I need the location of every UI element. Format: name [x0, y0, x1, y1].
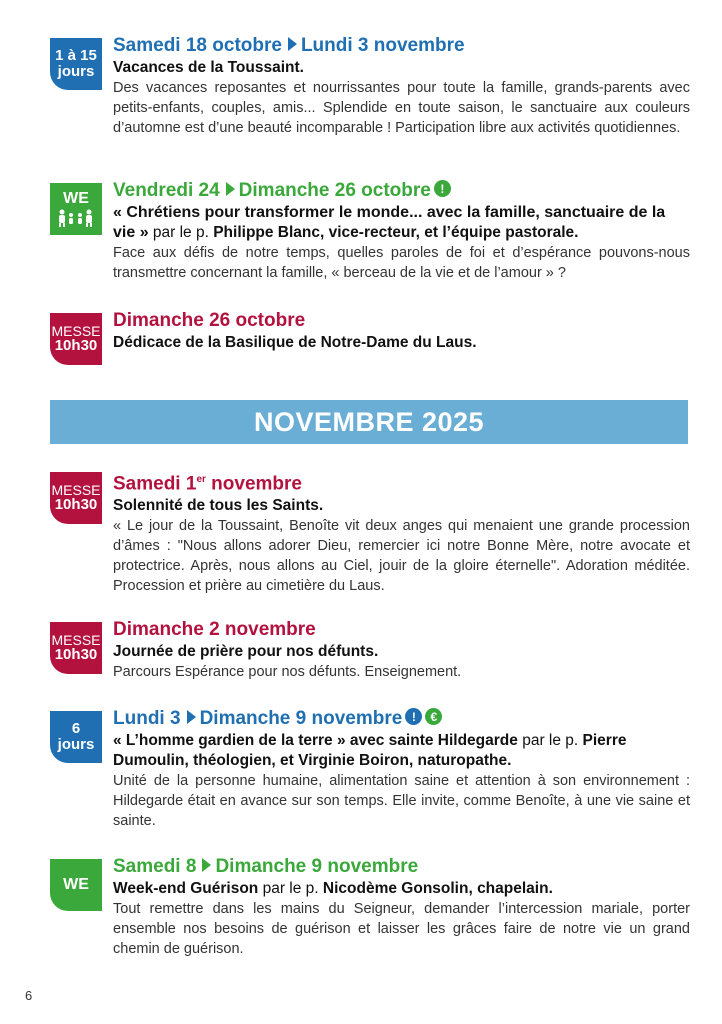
event-description: « Le jour de la Toussaint, Benoîte vit deux anges qui menaient une grande procession d’âmes : "Nous allons adorer Dieu, remercier ici notre Bonne Mère, notre avocate et protectrice. Après, nous allons au Ciel, jouir de la gloire éternelle". Adoration méditée. Procession et prière au cimetière du Laus. — [113, 518, 690, 595]
badge-line1: MESSE — [51, 631, 101, 648]
by-prefix: par le p. — [152, 224, 214, 241]
event-date — [113, 179, 690, 203]
mass-badge — [50, 313, 102, 365]
month-banner: NOVEMBRE 2025 — [50, 400, 688, 444]
title-text: « Chrétiens pour transformer le monde... avec la famille, sanctuaire de la vie » — [113, 204, 666, 241]
badge-line1: MESSE — [51, 481, 101, 498]
euro-icon: € — [425, 708, 442, 725]
warning-icon: ! — [405, 708, 422, 725]
event-title: Vacances de la Toussaint. — [113, 59, 304, 76]
date-to: Dimanche 9 novembre — [215, 856, 419, 877]
by-names: Philippe Blanc, vice-recteur, et l’équipe pastorale. — [213, 224, 579, 241]
badge-line1: WE — [63, 875, 89, 893]
badge-line1: WE — [63, 189, 89, 207]
event-title — [113, 731, 690, 771]
event-description: Unité de la personne humaine, alimentation saine et attention à son environnement : Hildegarde était en avance sur son temps. Elle invite, comme Benoîte, à une vie saine et sainte. — [113, 773, 690, 829]
badge-line2: jours — [57, 63, 95, 80]
arrow-right-icon — [202, 858, 211, 872]
event-date — [113, 707, 690, 731]
mass-badge — [50, 472, 102, 524]
badge-line1: MESSE — [51, 322, 101, 339]
event-date — [113, 34, 690, 58]
by-names: Nicodème Gonsolin, chapelain. — [322, 880, 553, 897]
weekend-badge — [50, 183, 102, 235]
date-main: Samedi 1 — [113, 473, 197, 495]
event-title: Solennité de tous les Saints. — [113, 497, 324, 515]
event-title — [113, 879, 690, 899]
event-title — [113, 203, 690, 243]
title-text: Week-end Guérison — [113, 880, 259, 897]
date-from: Vendredi 24 — [113, 180, 220, 201]
date-to: Dimanche 9 novembre — [199, 708, 403, 729]
event-date — [113, 468, 690, 496]
mass-badge — [50, 622, 102, 674]
duration-badge — [50, 711, 102, 763]
event-description: Parcours Espérance pour nos défunts. Enseignement. — [113, 664, 462, 680]
event-description: Des vacances reposantes et nourrissantes pour toute la famille, grands-parents avec petits-enfants, couples, amis... Splendide en toute saison, le sanctuaire aux couleurs d’automne est d’une beauté incomparable ! Participation libre aux activités quotidiennes. — [113, 80, 690, 136]
page-number: 6 — [25, 988, 33, 1003]
title-text: « L’homme gardien de la terre » avec sainte Hildegarde — [113, 732, 518, 749]
date-sup: er — [196, 474, 206, 485]
badge-line1: 1 à 15 — [55, 47, 97, 65]
badge-line2: 10h30 — [54, 646, 98, 664]
arrow-right-icon — [288, 37, 297, 51]
date-to: Lundi 3 novembre — [300, 35, 465, 56]
duration-badge — [50, 38, 102, 90]
event-title: Dédicace de la Basilique de Notre-Dame du Laus. — [113, 334, 477, 351]
date-to: Dimanche 26 octobre — [238, 180, 431, 201]
arrow-right-icon — [226, 182, 235, 196]
arrow-right-icon — [187, 710, 196, 724]
event-title: Journée de prière pour nos défunts. — [113, 643, 379, 660]
date-rest: novembre — [205, 473, 302, 495]
family-icon — [56, 209, 96, 227]
event-date: Dimanche 26 octobre — [113, 310, 306, 331]
date-from: Samedi 8 — [113, 856, 197, 877]
by-prefix: par le p. — [262, 880, 323, 897]
event-description: Tout remettre dans les mains du Seigneur, demander l’intercession mariale, porter ensemble nos besoins de guérison et laisser les grâces faire de notre vie un grand chemin de guérison. — [113, 901, 690, 957]
date-from: Lundi 3 — [113, 708, 181, 729]
date-from: Samedi 18 octobre — [113, 35, 282, 56]
badge-line2: 10h30 — [54, 337, 98, 355]
badge-line2: 10h30 — [54, 496, 98, 514]
by-prefix: par le p. — [522, 732, 583, 749]
event-date: Dimanche 2 novembre — [113, 619, 316, 640]
by-names: Pierre Dumoulin, théologien, et Virginie Boiron, naturopathe. — [113, 732, 627, 769]
event-description: Face aux défis de notre temps, quelles paroles de foi et d’espérance pouvons-nous transmettre concernant la famille, « berceau de la vie et de l’amour » ? — [113, 245, 690, 281]
event-date — [113, 855, 690, 879]
badge-line1: 6 — [71, 720, 81, 738]
weekend-badge — [50, 859, 102, 911]
badge-line2: jours — [57, 736, 95, 753]
warning-icon: ! — [434, 180, 451, 197]
